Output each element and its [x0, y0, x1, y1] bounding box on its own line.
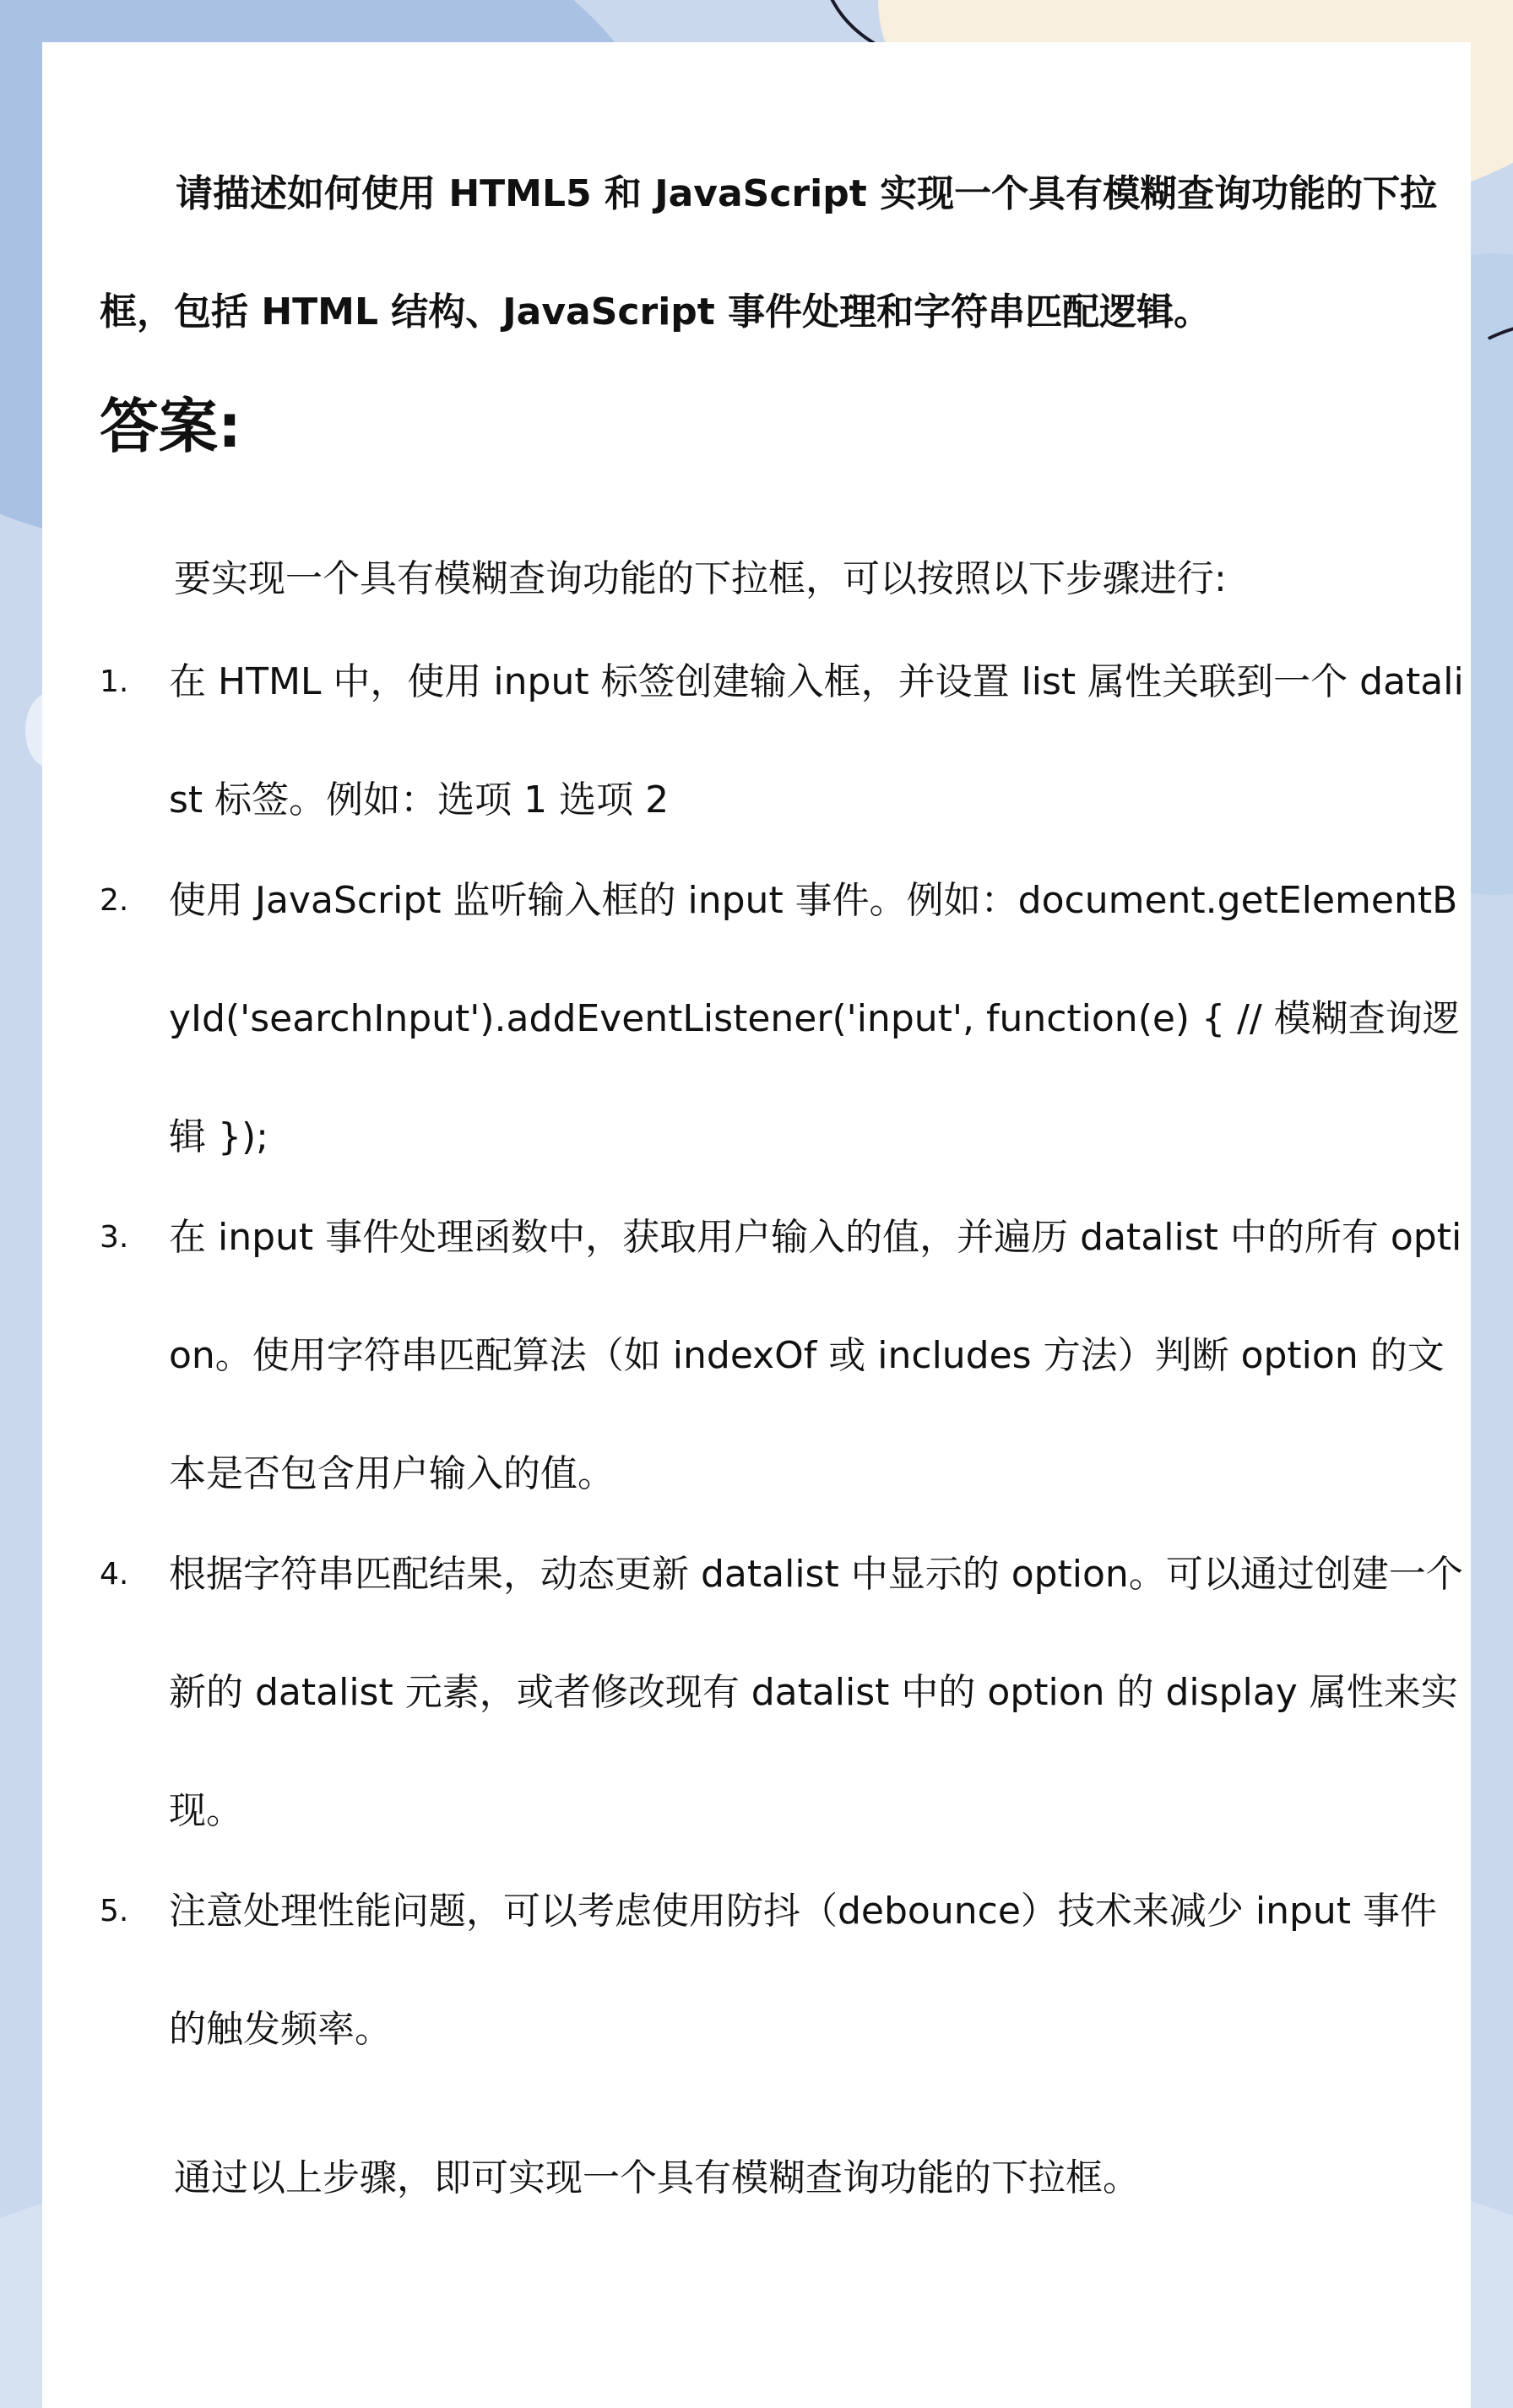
list-item	[100, 1206, 1467, 1533]
list-item	[100, 1543, 1467, 1870]
conclusion-text: 通过以上步骤，即可实现一个具有模糊查询功能的下拉框。	[174, 2156, 1140, 2199]
document-card	[42, 42, 1471, 2408]
list-item	[100, 1879, 1467, 2089]
list-item	[100, 650, 1467, 860]
step-text: 根据字符串匹配结果，动态更新 datalist 中显示的 option。可以通过创建一个新的 datalist 元素，或者修改现有 datalist 中的 option 的 display 属性来实现。	[169, 1553, 1463, 1832]
step-number: 2.	[100, 883, 129, 918]
step-text: 使用 JavaScript 监听输入框的 input 事件。例如：document.getElementById('searchInput').addEventListener('input', function(e) { // 模糊查询逻辑 });	[169, 879, 1460, 1158]
step-number: 3.	[100, 1220, 129, 1255]
steps-list	[100, 650, 1467, 2098]
list-item	[100, 869, 1467, 1196]
step-number: 4.	[100, 1557, 129, 1592]
step-text: 在 input 事件处理函数中，获取用户输入的值，并遍历 datalist 中的所有 option。使用字符串匹配算法（如 indexOf 或 includes 方法）判断 option 的文本是否包含用户输入的值。	[169, 1216, 1462, 1495]
answer-heading: 答案:	[100, 392, 241, 461]
intro-text: 要实现一个具有模糊查询功能的下拉框，可以按照以下步骤进行:	[174, 557, 1227, 600]
question-text: 请描述如何使用 HTML5 和 JavaScript 实现一个具有模糊查询功能的下拉框，包括 HTML 结构、JavaScript 事件处理和字符串匹配逻辑。	[100, 172, 1438, 334]
step-number: 1.	[100, 664, 129, 699]
step-number: 5.	[100, 1894, 129, 1928]
step-text: 注意处理性能问题，可以考虑使用防抖（debounce）技术来减少 input 事件的触发频率。	[169, 1890, 1438, 2051]
step-text: 在 HTML 中，使用 input 标签创建输入框，并设置 list 属性关联到一个 datalist 标签。例如：选项 1 选项 2	[169, 660, 1464, 822]
